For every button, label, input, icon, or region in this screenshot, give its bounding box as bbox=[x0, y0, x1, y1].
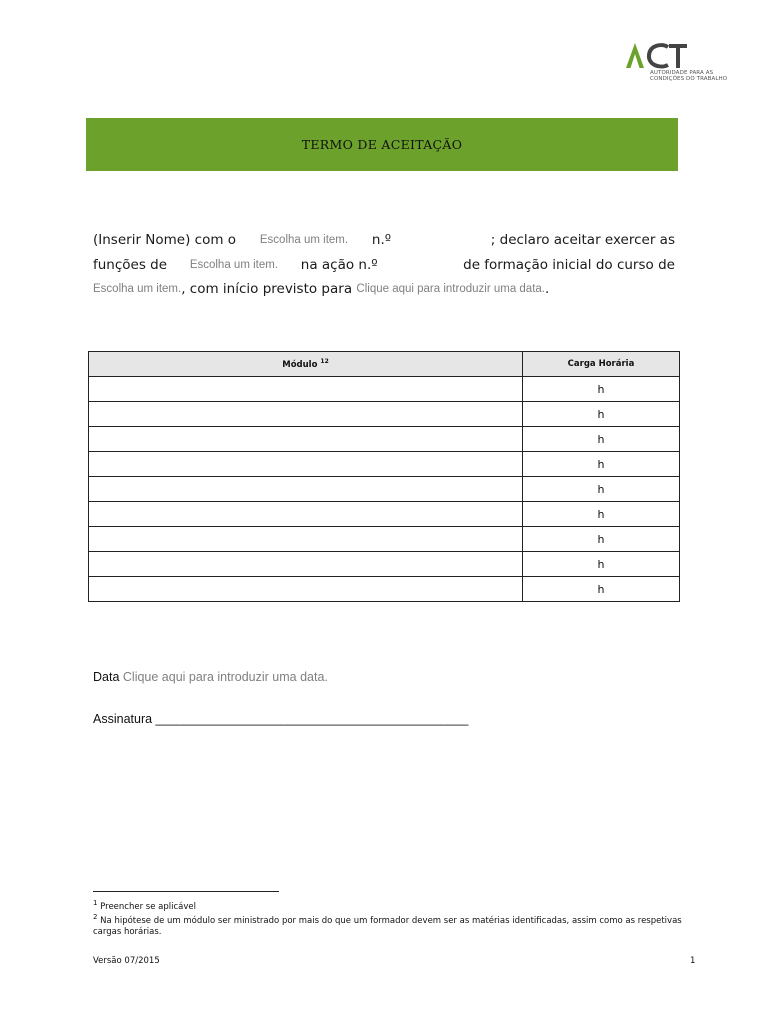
signature-line[interactable]: _____________________________________________ bbox=[155, 712, 469, 726]
number-label: n.º bbox=[371, 232, 392, 248]
module-cell[interactable] bbox=[89, 502, 523, 527]
hours-column-header: Carga Horária bbox=[523, 352, 680, 377]
signature-row bbox=[93, 712, 468, 726]
footnote-number: 2 bbox=[93, 913, 98, 921]
footnote-1 bbox=[93, 898, 683, 913]
hours-cell[interactable]: h bbox=[523, 452, 680, 477]
logo-tagline-line-1: AUTORIDADE PARA AS bbox=[650, 70, 714, 76]
logo-tagline bbox=[650, 70, 727, 82]
page-number: 1 bbox=[690, 956, 696, 966]
hours-cell[interactable]: h bbox=[523, 577, 680, 602]
action-number-field[interactable] bbox=[400, 253, 440, 278]
text-segment: ; declaro aceitar exercer as bbox=[490, 232, 675, 248]
date-label: Data bbox=[93, 670, 120, 684]
text-segment: , com início previsto para bbox=[181, 281, 353, 297]
title-banner bbox=[86, 118, 678, 171]
version-label: Versão 07/2015 bbox=[93, 956, 160, 966]
module-column-header: Módulo $^{12}$ bbox=[89, 352, 523, 377]
table-row bbox=[89, 477, 680, 502]
module-cell[interactable] bbox=[89, 452, 523, 477]
text-segment: (Inserir Nome) com o bbox=[93, 232, 237, 248]
table-row bbox=[89, 577, 680, 602]
table-row bbox=[89, 452, 680, 477]
signature-label: Assinatura bbox=[93, 712, 153, 726]
footnote-text: Preencher se aplicável bbox=[100, 901, 196, 912]
hours-cell[interactable]: h bbox=[523, 427, 680, 452]
text-segment: na ação n.º bbox=[300, 256, 378, 273]
footnote-separator bbox=[93, 891, 279, 892]
hours-cell[interactable]: h bbox=[523, 377, 680, 402]
footnote-ref: 12 bbox=[320, 358, 329, 366]
hours-cell[interactable]: h bbox=[523, 552, 680, 577]
module-cell[interactable] bbox=[89, 427, 523, 452]
table-row bbox=[89, 377, 680, 402]
table-row bbox=[89, 427, 680, 452]
modules-table bbox=[88, 351, 680, 602]
date-picker-field[interactable]: Clique aqui para introduzir uma data. bbox=[122, 670, 328, 684]
document-title: TERMO DE ACEITAÇÃO bbox=[301, 137, 463, 152]
hours-cell[interactable]: h bbox=[523, 502, 680, 527]
table-header-row bbox=[89, 352, 680, 377]
date-row bbox=[93, 670, 328, 684]
table-row bbox=[89, 552, 680, 577]
acceptance-paragraph bbox=[93, 228, 675, 302]
module-cell[interactable] bbox=[89, 577, 523, 602]
module-cell[interactable] bbox=[89, 527, 523, 552]
module-cell[interactable] bbox=[89, 552, 523, 577]
start-date-picker-field[interactable]: Clique aqui para introduzir uma data. bbox=[356, 283, 545, 295]
footnote-text: Na hipótese de um módulo ser ministrado por mais do que um formador devem ser as matérias identificadas, assim como as respetivas cargas horárias. bbox=[93, 915, 682, 937]
table-row bbox=[89, 402, 680, 427]
table-row bbox=[89, 527, 680, 552]
footnote-2 bbox=[93, 912, 683, 938]
module-cell[interactable] bbox=[89, 477, 523, 502]
hours-cell[interactable]: h bbox=[523, 527, 680, 552]
function-dropdown-field[interactable]: Escolha um item. bbox=[189, 258, 279, 271]
course-dropdown-field[interactable]: Escolha um item. bbox=[93, 283, 182, 295]
text-segment: . bbox=[545, 281, 550, 297]
number-field[interactable] bbox=[415, 228, 467, 253]
role-dropdown-field[interactable]: Escolha um item. bbox=[259, 234, 349, 246]
footnote-number: 1 bbox=[93, 899, 98, 907]
text-segment: de formação inicial do curso de bbox=[463, 256, 675, 273]
hours-cell[interactable]: h bbox=[523, 477, 680, 502]
module-cell[interactable] bbox=[89, 402, 523, 427]
paragraph-line-3 bbox=[93, 277, 675, 302]
hours-cell[interactable]: h bbox=[523, 402, 680, 427]
logo-tagline-line-2: CONDIÇÕES DO TRABALHO bbox=[650, 76, 728, 82]
paragraph-line-1 bbox=[93, 228, 675, 253]
text-segment: funções de bbox=[93, 256, 168, 273]
paragraph-line-2 bbox=[93, 253, 675, 278]
module-cell[interactable] bbox=[89, 377, 523, 402]
table-row bbox=[89, 502, 680, 527]
